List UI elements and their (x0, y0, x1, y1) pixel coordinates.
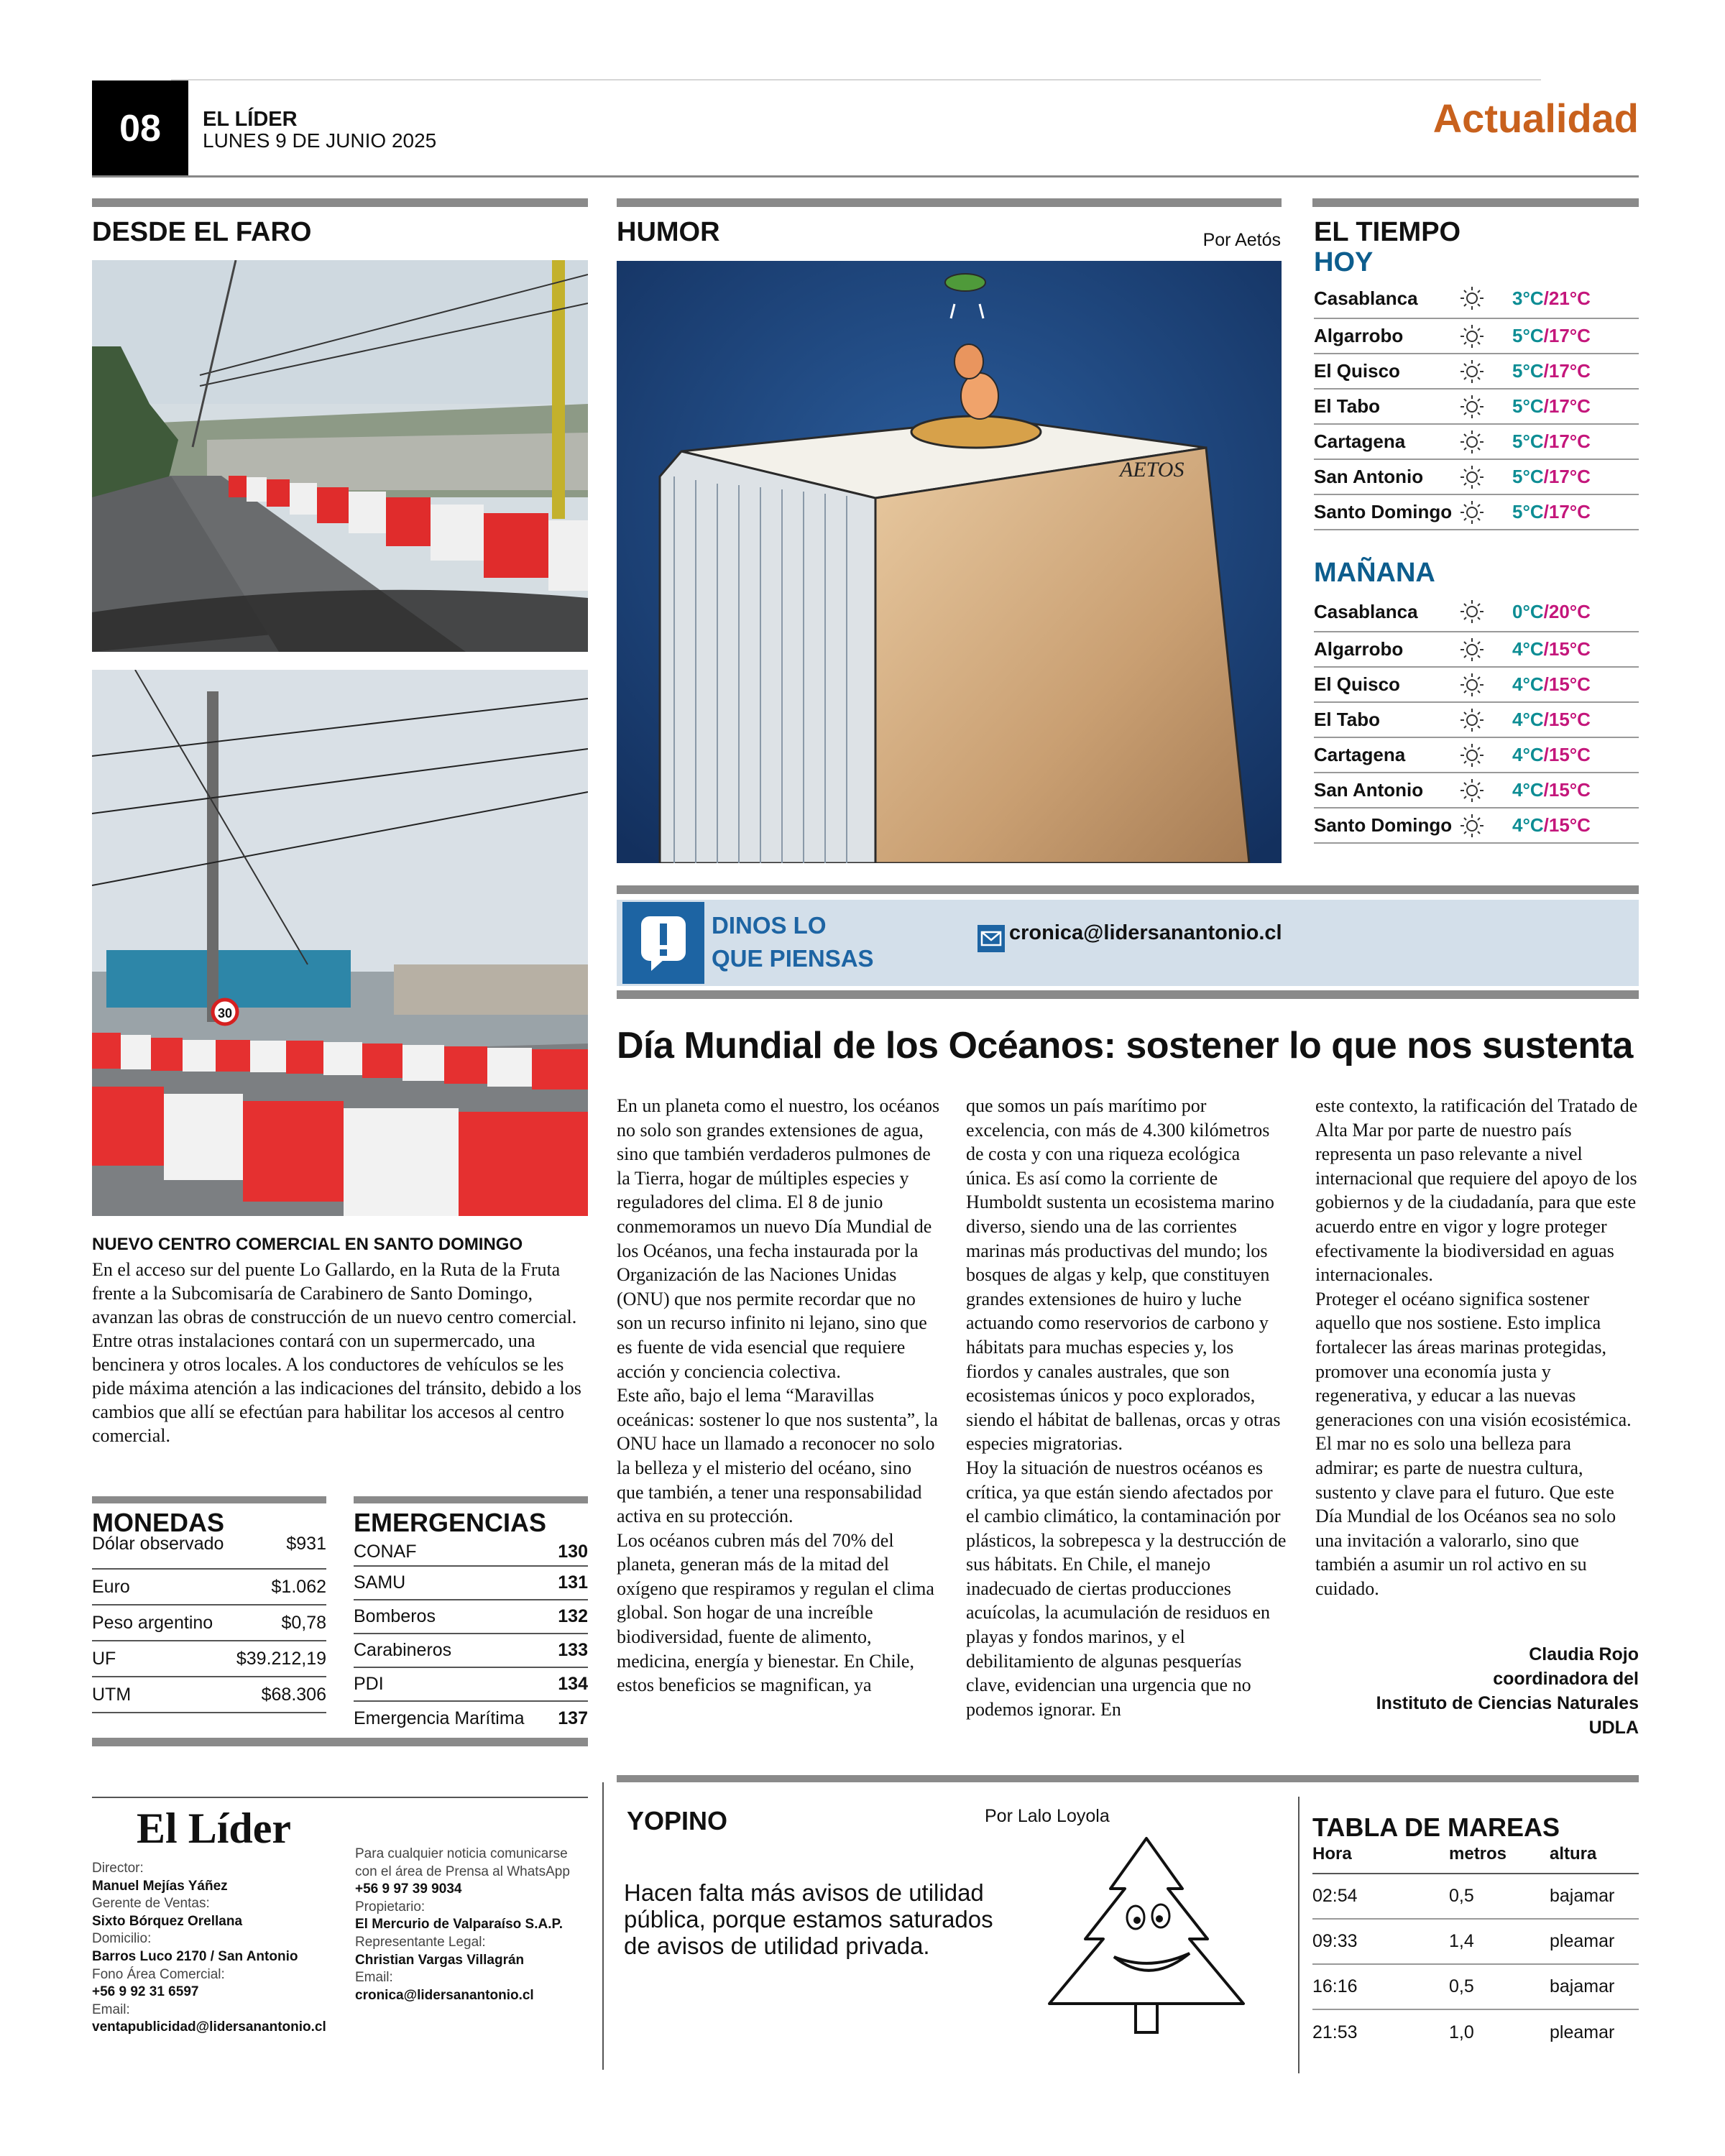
road-photo-1 (92, 260, 588, 652)
imprint-left: Director: Manuel Mejías Yáñez Gerente de Ventas: Sixto Bórquez Orellana Domicilio: Barros Luco 2170 / San Antonio Fono Área Comercial: +56 9 92 31 6597 Email: ventapublicidad@lidersanantonio.cl (92, 1860, 336, 2037)
monedas-bar (92, 1496, 326, 1503)
humor-cartoon (617, 261, 1282, 863)
emergencias-table (354, 1538, 588, 1736)
weather-min: 4°C (1512, 673, 1544, 695)
weather-max: /17°C (1543, 395, 1591, 417)
emergencias-title: EMERGENCIAS (354, 1508, 547, 1537)
sun-icon (1458, 392, 1498, 421)
weather-min: 5°C (1512, 466, 1544, 487)
weather-city: El Quisco (1314, 360, 1400, 382)
weather-min: 5°C (1512, 395, 1544, 417)
weather-max: /15°C (1543, 744, 1591, 765)
tide-title: TABLA DE MAREAS (1312, 1812, 1560, 1842)
issue-date: LUNES 9 DE JUNIO 2025 (203, 129, 437, 152)
weather-max: /21°C (1543, 287, 1591, 309)
monedas-row: UTM $68.306 (92, 1677, 326, 1713)
editorial-column-2: que somos un país marítimo por excelencia, con más de 4.300 kilómetros de costa y con una riqueza ecológica única. Es así como la corriente de Humboldt sustenta un ecosistema marino diverso, siendo una de las corrientes marinas más productivas del mundo; los bosques de algas y kelp, que constituyen grandes extensiones de huiro y luche actuando como reservorios de carbono y hábitats para muchas especies y, los fiordos y canales australes, que son ecosistemas únicos y poco explorados, siendo el hábitat de ballenas, orcas y otras especies migratorias. Hoy la situación de nuestros océanos es crítica, ya que están siendo afectados por el cambio climático, la contaminación por plásticos, la sobrepesca y la destrucción de sus hábitats. En Chile, el manejo inadecuado de ciertas producciones acuícolas, la acumulación de residuos en playas y fondos marinos, y el debilitamiento de algunas pesquerías clave, evidencian una urgencia que no podemos ignorar. En (966, 1095, 1287, 1720)
weather-tomorrow-list (1314, 592, 1639, 844)
weather-min: 5°C (1512, 430, 1544, 452)
monedas-row: Peso argentino $0,78 (92, 1606, 326, 1641)
weather-title: EL TIEMPO (1314, 217, 1461, 247)
monedas-table (92, 1534, 326, 1713)
weather-min: 4°C (1512, 814, 1544, 836)
weather-row (1314, 354, 1639, 390)
weather-city: San Antonio (1314, 779, 1424, 801)
emergencias-row: PDI 134 (354, 1668, 588, 1702)
weather-city: El Tabo (1314, 709, 1380, 730)
imprint-rule (92, 1797, 588, 1798)
weather-min: 5°C (1512, 325, 1544, 346)
caption-title: NUEVO CENTRO COMERCIAL EN SANTO DOMINGO (92, 1235, 523, 1254)
weather-row (1314, 390, 1639, 425)
weather-max: /17°C (1543, 360, 1591, 382)
weather-row (1314, 738, 1639, 773)
humor-author: Por Aetós (1202, 230, 1281, 250)
tide-table (1312, 1844, 1639, 2055)
mail-icon (978, 925, 1005, 952)
weather-city: Casablanca (1314, 600, 1418, 622)
humor-title: HUMOR (617, 217, 720, 247)
sun-icon (1458, 671, 1498, 699)
monedas-title: MONEDAS (92, 1508, 225, 1537)
weather-max: /15°C (1543, 814, 1591, 836)
section-title: Actualidad (1432, 96, 1639, 141)
tide-header-row: Hora metros altura (1312, 1844, 1639, 1874)
weather-min: 3°C (1512, 287, 1544, 309)
imprint-right: Para cualquier noticia comunicarse con el área de Prensa al WhatsApp +56 9 97 39 9034 Propietario: El Mercurio de Valparaíso S.A.P. Representante Legal: Christian Vargas Villagrán Email: cronica@lidersanantonio.cl (355, 1846, 592, 2004)
weather-city: Casablanca (1314, 287, 1418, 309)
sun-icon (1458, 741, 1498, 770)
editorial-title: Día Mundial de los Océanos: sostener lo que nos sustenta (617, 1025, 1633, 1067)
sun-icon (1458, 322, 1498, 351)
weather-city: San Antonio (1314, 466, 1424, 487)
editorial-signature: Claudia Rojo coordinadora del Instituto de Ciencias Naturales UDLA (1376, 1644, 1639, 1738)
weather-min: 4°C (1512, 744, 1544, 765)
footer-divider-1 (602, 1782, 604, 2070)
weather-row (1314, 319, 1639, 354)
weather-today-label: HOY (1314, 247, 1374, 277)
cronica-email-link[interactable]: cronica@lidersanantonio.cl (355, 1987, 534, 2003)
weather-max: /15°C (1543, 709, 1591, 730)
weather-min: 0°C (1512, 600, 1544, 622)
weather-city: Cartagena (1314, 744, 1406, 765)
weather-city: El Tabo (1314, 395, 1380, 417)
emergencias-bar (354, 1496, 588, 1503)
humor-bar (617, 198, 1282, 207)
dinos-bar-top (617, 885, 1639, 894)
ventas-email-link[interactable]: ventapublicidad@lidersanantonio.cl (92, 2019, 326, 2035)
top-rule (171, 79, 1541, 80)
weather-row (1314, 703, 1639, 738)
tide-row: 16:16 0,5 bajamar (1312, 1965, 1639, 2010)
editorial-column-3: este contexto, la ratificación del Tratado de Alta Mar por parte de nuestro país representa un paso relevante a nivel internacional que requiere del apoyo de los gobiernos y de la ciudadanía, para que este acuerdo entre en vigor y logre proteger efectivamente la biodiversidad en aguas internacionales. Proteger el océano significa sostener aquello que nos sostiene. Esto implica fortalecer las áreas marinas protegidas, promover una economía justa y regenerativa, y educar a las nuevas generaciones con una visión ecosistémica. El mar no es solo una belleza para admirar; es parte de nuestra cultura, sustento y clave para el futuro. Que este Día Mundial de los Océanos sea no solo una invitación a valorarlo, sino que también a asumir un rol activo en su cuidado. (1315, 1095, 1638, 1599)
faro-title: DESDE EL FARO (92, 217, 312, 247)
weather-max: /17°C (1543, 325, 1591, 346)
footer-bar (617, 1775, 1639, 1782)
weather-min: 5°C (1512, 501, 1544, 522)
weather-city: Santo Domingo (1314, 814, 1453, 836)
road-photo-2 (92, 670, 588, 1216)
emergencias-row: CONAF 130 (354, 1538, 588, 1567)
sun-icon (1458, 635, 1498, 664)
monedas-row: UF $39.212,19 (92, 1641, 326, 1677)
monedas-row: Euro $1.062 (92, 1570, 326, 1606)
weather-city: Santo Domingo (1314, 501, 1453, 522)
weather-min: 5°C (1512, 360, 1544, 382)
weather-max: /15°C (1543, 673, 1591, 695)
sun-icon (1458, 811, 1498, 840)
sun-icon (1458, 463, 1498, 492)
sun-icon (1458, 776, 1498, 805)
tide-row: 09:33 1,4 pleamar (1312, 1920, 1639, 1965)
cartoon-signature: AETOS (1120, 458, 1184, 482)
sun-icon (1458, 498, 1498, 527)
yopino-author: Por Lalo Loyola (985, 1806, 1110, 1826)
sun-icon (1458, 428, 1498, 456)
weather-min: 4°C (1512, 709, 1544, 730)
yopino-title: YOPINO (627, 1806, 728, 1835)
weather-row (1314, 632, 1639, 668)
weather-max: /17°C (1543, 430, 1591, 452)
pine-tree-cartoon (1028, 1831, 1265, 2040)
dinos-email-link[interactable]: cronica@lidersanantonio.cl (1009, 921, 1282, 944)
bottom-bar-left (92, 1738, 588, 1746)
monedas-row: Dólar observado $931 (92, 1534, 326, 1570)
editorial-column-1: En un planeta como el nuestro, los océanos no solo son grandes extensiones de agua, sino que también verdaderos pulmones de la Tierra, hogar de múltiples especies y reguladores del clima. El 8 de junio conmemoramos un nuevo Día Mundial de los Océanos, una fecha instaurada por la Organización de las Naciones Unidas (ONU) que nos permite recordar que no son un recurso infinito ni lejano, sino que es fuente de vida esencial que requiere acción y conciencia colectiva. Este año, bajo el lema “Maravillas oceánicas: sostener lo que nos sustenta”, la ONU hace un llamado a reconocer no solo la belleza y el misterio del océano, sino que también, a tener una responsabilidad activa en su protección. Los océanos cubren más del 70% del planeta, generan más de la mitad del oxígeno que respiramos y regulan el clima global. Son hogar de una increíble biodiversidad, fuente de alimento, medicina, energía y bienestar. En Chile, estos beneficios se magnifican, ya (617, 1095, 940, 1696)
weather-max: /17°C (1543, 466, 1591, 487)
sun-icon (1458, 284, 1498, 313)
emergencias-row: Carabineros 133 (354, 1634, 588, 1668)
emergencias-row: SAMU 131 (354, 1567, 588, 1600)
tide-row: 21:53 1,0 pleamar (1312, 2022, 1615, 2042)
weather-max: /17°C (1543, 501, 1591, 522)
sun-icon (1458, 597, 1498, 626)
speech-bubble-icon (622, 902, 704, 984)
weather-city: Algarrobo (1314, 325, 1404, 346)
weather-max: /15°C (1543, 779, 1591, 801)
weather-min: 4°C (1512, 779, 1544, 801)
emergencias-row: Emergencia Marítima 137 (354, 1708, 588, 1728)
weather-city: Cartagena (1314, 430, 1406, 452)
footer-divider-2 (1298, 1797, 1300, 2073)
masthead-logo: El Líder (137, 1805, 292, 1852)
sun-icon (1458, 706, 1498, 734)
weather-city: Algarrobo (1314, 638, 1404, 660)
dinos-title: DINOS LO QUE PIENSAS (712, 912, 874, 972)
weather-max: /20°C (1543, 600, 1591, 622)
weather-row (1314, 279, 1639, 319)
weather-row (1314, 668, 1639, 703)
weather-row (1314, 808, 1639, 844)
weather-city: El Quisco (1314, 673, 1400, 695)
section-bar (92, 198, 588, 207)
weather-bar (1312, 198, 1639, 207)
yopino-text: Hacen falta más avisos de utilidad pública, porque estamos saturados de avisos de utilidad privada. (624, 1879, 993, 1959)
paper-name: EL LÍDER (203, 108, 298, 131)
speed-sign: 30 (217, 1006, 233, 1021)
caption-text: En el acceso sur del puente Lo Gallardo, en la Ruta de la Fruta frente a la Subcomisaría de Carabinero de Santo Domingo, avanzan las obras de construcción de un nuevo centro comercial. Entre otras instalaciones contará con un supermercado, una bencinera y otros locales. A los conductores de vehículos se les pide máxima atención a las indicaciones del tránsito, debido a los cambios que allí se efectúan para habilitar los accesos al centro comercial. (92, 1259, 581, 1446)
page-number: 08 (92, 80, 188, 177)
weather-row (1314, 425, 1639, 460)
weather-max: /15°C (1543, 638, 1591, 660)
weather-row (1314, 773, 1639, 808)
sun-icon (1458, 357, 1498, 386)
emergencias-row: Bomberos 132 (354, 1600, 588, 1634)
weather-min: 4°C (1512, 638, 1544, 660)
dinos-bar-bottom (617, 990, 1639, 999)
weather-tomorrow-label: MAÑANA (1314, 558, 1435, 588)
header-rule (92, 175, 1639, 178)
weather-today-list (1314, 279, 1639, 530)
weather-row (1314, 460, 1639, 495)
tide-row: 02:54 0,5 bajamar (1312, 1874, 1639, 1920)
weather-row (1314, 495, 1639, 530)
weather-row (1314, 592, 1639, 632)
